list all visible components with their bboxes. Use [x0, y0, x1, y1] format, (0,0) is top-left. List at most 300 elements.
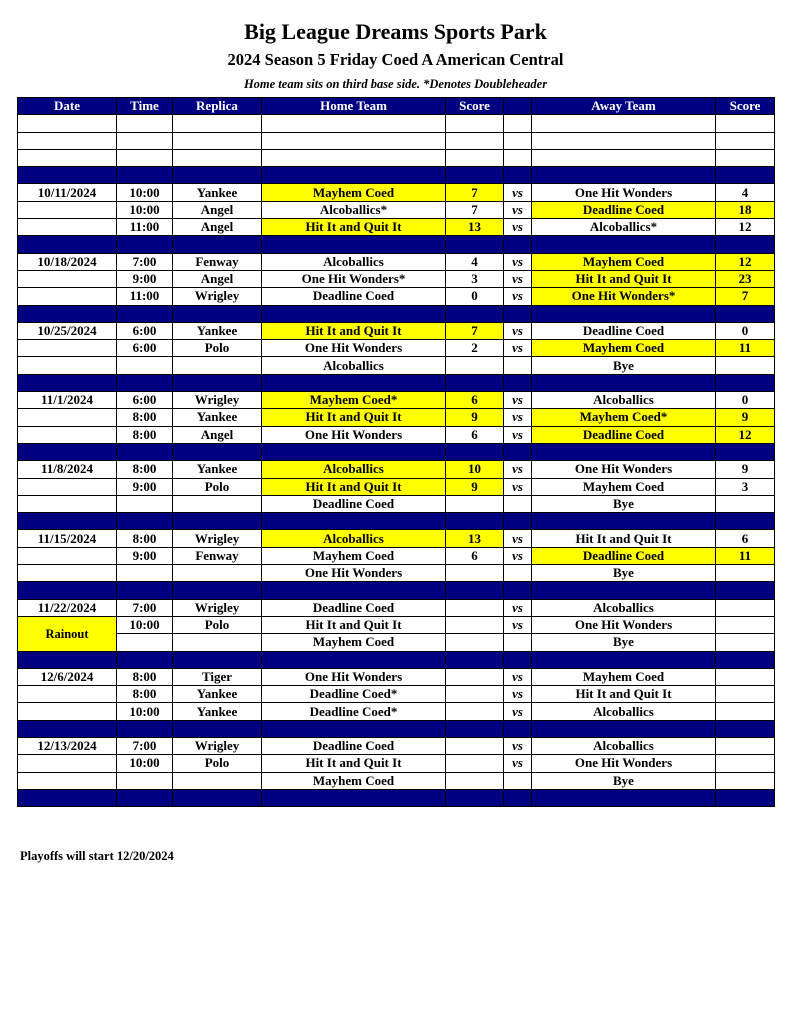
- game-row: [18, 184, 775, 201]
- replica-cell: Fenway: [173, 253, 262, 270]
- week-separator-row: [18, 305, 775, 322]
- col-header-home-team: Home Team: [262, 98, 446, 115]
- blank-row: [18, 149, 775, 166]
- game-row: [18, 634, 775, 651]
- home-score-cell: [446, 357, 504, 374]
- replica-cell: Angel: [173, 219, 262, 236]
- time-cell: 10:00: [117, 703, 173, 720]
- vs-cell: [504, 115, 532, 132]
- game-row: [18, 772, 775, 789]
- vs-cell: [504, 772, 532, 789]
- separator-cell: [446, 374, 504, 391]
- away-team-cell: Deadline Coed: [532, 322, 716, 339]
- time-cell: 8:00: [117, 668, 173, 685]
- home-team-cell: Alcoballics: [262, 357, 446, 374]
- date-cell: 11/8/2024: [18, 461, 117, 478]
- separator-cell: [504, 582, 532, 599]
- time-cell: 9:00: [117, 270, 173, 287]
- vs-cell: vs: [504, 426, 532, 443]
- separator-cell: [117, 167, 173, 184]
- separator-cell: [262, 305, 446, 322]
- home-score-cell: 2: [446, 340, 504, 357]
- time-cell: 6:00: [117, 322, 173, 339]
- vs-cell: vs: [504, 201, 532, 218]
- game-row: [18, 270, 775, 287]
- replica-cell: [173, 565, 262, 582]
- away-score-cell: 12: [716, 253, 775, 270]
- date-cell: 10/25/2024: [18, 322, 117, 339]
- home-team-cell: Deadline Coed: [262, 599, 446, 616]
- game-row: [18, 461, 775, 478]
- away-score-cell: 11: [716, 340, 775, 357]
- blank-row: [18, 132, 775, 149]
- separator-cell: [532, 374, 716, 391]
- replica-cell: Angel: [173, 270, 262, 287]
- home-score-cell: [446, 616, 504, 633]
- vs-cell: [504, 132, 532, 149]
- game-row: [18, 201, 775, 218]
- rainout-badge: Rainout: [18, 616, 117, 651]
- separator-cell: [262, 582, 446, 599]
- home-score-cell: [446, 686, 504, 703]
- separator-cell: [262, 167, 446, 184]
- vs-cell: vs: [504, 478, 532, 495]
- away-score-cell: [716, 132, 775, 149]
- home-team-cell: Mayhem Coed: [262, 772, 446, 789]
- home-team-cell: Deadline Coed: [262, 288, 446, 305]
- separator-cell: [504, 236, 532, 253]
- game-row: [18, 322, 775, 339]
- game-row: [18, 219, 775, 236]
- vs-cell: vs: [504, 616, 532, 633]
- replica-cell: Wrigley: [173, 392, 262, 409]
- separator-cell: [504, 720, 532, 737]
- replica-cell: Polo: [173, 478, 262, 495]
- replica-cell: Wrigley: [173, 530, 262, 547]
- home-score-cell: [446, 634, 504, 651]
- replica-cell: [173, 634, 262, 651]
- separator-cell: [504, 305, 532, 322]
- game-row: [18, 253, 775, 270]
- week-separator-row: [18, 513, 775, 530]
- separator-cell: [446, 443, 504, 460]
- date-cell: [18, 686, 117, 703]
- separator-cell: [716, 305, 775, 322]
- replica-cell: Wrigley: [173, 737, 262, 754]
- away-team-cell: Alcoballics*: [532, 219, 716, 236]
- time-cell: 9:00: [117, 547, 173, 564]
- replica-cell: Wrigley: [173, 599, 262, 616]
- away-score-cell: [716, 565, 775, 582]
- away-score-cell: [716, 755, 775, 772]
- away-score-cell: 11: [716, 547, 775, 564]
- separator-cell: [117, 720, 173, 737]
- away-score-cell: [716, 357, 775, 374]
- home-team-cell: Mayhem Coed*: [262, 392, 446, 409]
- week-separator-row: [18, 443, 775, 460]
- away-team-cell: Bye: [532, 634, 716, 651]
- away-score-cell: [716, 599, 775, 616]
- header-row: [18, 98, 775, 115]
- home-team-cell: [262, 132, 446, 149]
- home-score-cell: 7: [446, 201, 504, 218]
- vs-cell: vs: [504, 184, 532, 201]
- game-row: [18, 495, 775, 512]
- game-row: [18, 426, 775, 443]
- away-score-cell: [716, 149, 775, 166]
- away-team-cell: Alcoballics: [532, 599, 716, 616]
- time-cell: [117, 772, 173, 789]
- separator-cell: [117, 374, 173, 391]
- time-cell: 10:00: [117, 755, 173, 772]
- home-score-cell: 7: [446, 322, 504, 339]
- home-score-cell: 6: [446, 392, 504, 409]
- away-score-cell: [716, 634, 775, 651]
- home-team-cell: Mayhem Coed: [262, 184, 446, 201]
- away-score-cell: 9: [716, 409, 775, 426]
- away-team-cell: [532, 132, 716, 149]
- separator-cell: [18, 305, 117, 322]
- week-separator-row: [18, 582, 775, 599]
- vs-cell: [504, 634, 532, 651]
- time-cell: 8:00: [117, 426, 173, 443]
- separator-cell: [446, 651, 504, 668]
- away-team-cell: One Hit Wonders: [532, 616, 716, 633]
- replica-cell: Polo: [173, 340, 262, 357]
- separator-cell: [262, 789, 446, 806]
- replica-cell: Wrigley: [173, 288, 262, 305]
- time-cell: [117, 634, 173, 651]
- away-team-cell: Deadline Coed: [532, 547, 716, 564]
- home-team-cell: [262, 115, 446, 132]
- vs-cell: vs: [504, 599, 532, 616]
- home-team-cell: One Hit Wonders: [262, 426, 446, 443]
- away-team-cell: Bye: [532, 772, 716, 789]
- game-row: [18, 357, 775, 374]
- away-team-cell: One Hit Wonders: [532, 755, 716, 772]
- separator-cell: [446, 305, 504, 322]
- date-cell: 12/13/2024: [18, 737, 117, 754]
- vs-cell: vs: [504, 461, 532, 478]
- separator-cell: [532, 305, 716, 322]
- separator-cell: [18, 443, 117, 460]
- away-team-cell: Hit It and Quit It: [532, 270, 716, 287]
- home-team-cell: Hit It and Quit It: [262, 755, 446, 772]
- separator-cell: [173, 305, 262, 322]
- replica-cell: Angel: [173, 201, 262, 218]
- time-cell: 8:00: [117, 686, 173, 703]
- home-score-cell: 6: [446, 547, 504, 564]
- date-cell: [18, 201, 117, 218]
- time-cell: 10:00: [117, 201, 173, 218]
- replica-cell: [173, 115, 262, 132]
- game-row: [18, 392, 775, 409]
- separator-cell: [262, 513, 446, 530]
- home-team-cell: Hit It and Quit It: [262, 616, 446, 633]
- date-cell: [18, 755, 117, 772]
- away-score-cell: [716, 616, 775, 633]
- date-cell: [18, 495, 117, 512]
- home-score-cell: [446, 755, 504, 772]
- replica-cell: [173, 357, 262, 374]
- away-score-cell: 12: [716, 219, 775, 236]
- time-cell: 11:00: [117, 219, 173, 236]
- game-row: [18, 409, 775, 426]
- replica-cell: [173, 132, 262, 149]
- vs-cell: [504, 357, 532, 374]
- home-score-cell: 7: [446, 184, 504, 201]
- home-team-cell: Hit It and Quit It: [262, 219, 446, 236]
- separator-cell: [446, 720, 504, 737]
- separator-cell: [173, 789, 262, 806]
- home-team-cell: Deadline Coed: [262, 495, 446, 512]
- vs-cell: vs: [504, 686, 532, 703]
- game-row: [18, 737, 775, 754]
- away-score-cell: [716, 703, 775, 720]
- time-cell: 8:00: [117, 461, 173, 478]
- replica-cell: Tiger: [173, 668, 262, 685]
- col-header-replica: Replica: [173, 98, 262, 115]
- home-team-cell: One Hit Wonders: [262, 668, 446, 685]
- date-cell: [18, 219, 117, 236]
- replica-cell: Polo: [173, 616, 262, 633]
- separator-cell: [262, 720, 446, 737]
- separator-cell: [262, 443, 446, 460]
- home-score-cell: [446, 132, 504, 149]
- separator-cell: [117, 789, 173, 806]
- home-team-cell: Deadline Coed: [262, 737, 446, 754]
- col-header-away-score: Score: [716, 98, 775, 115]
- away-team-cell: [532, 149, 716, 166]
- replica-cell: Polo: [173, 755, 262, 772]
- separator-cell: [716, 167, 775, 184]
- game-row: [18, 703, 775, 720]
- separator-cell: [716, 582, 775, 599]
- separator-cell: [18, 789, 117, 806]
- home-team-cell: Hit It and Quit It: [262, 478, 446, 495]
- separator-cell: [446, 582, 504, 599]
- time-cell: 8:00: [117, 409, 173, 426]
- vs-cell: [504, 565, 532, 582]
- replica-cell: Fenway: [173, 547, 262, 564]
- separator-cell: [716, 374, 775, 391]
- vs-cell: vs: [504, 703, 532, 720]
- vs-cell: vs: [504, 755, 532, 772]
- home-score-cell: [446, 495, 504, 512]
- home-score-cell: [446, 703, 504, 720]
- separator-cell: [446, 513, 504, 530]
- away-score-cell: 23: [716, 270, 775, 287]
- away-score-cell: 3: [716, 478, 775, 495]
- date-cell: [18, 357, 117, 374]
- away-team-cell: Hit It and Quit It: [532, 686, 716, 703]
- vs-cell: vs: [504, 288, 532, 305]
- time-cell: [117, 495, 173, 512]
- game-row: [18, 686, 775, 703]
- replica-cell: Angel: [173, 426, 262, 443]
- separator-cell: [117, 582, 173, 599]
- home-team-cell: Hit It and Quit It: [262, 322, 446, 339]
- game-row: [18, 599, 775, 616]
- col-header-vs: [504, 98, 532, 115]
- home-team-cell: Deadline Coed*: [262, 703, 446, 720]
- away-team-cell: One Hit Wonders*: [532, 288, 716, 305]
- separator-cell: [446, 789, 504, 806]
- week-separator-row: [18, 789, 775, 806]
- vs-cell: [504, 495, 532, 512]
- separator-cell: [173, 582, 262, 599]
- away-team-cell: One Hit Wonders: [532, 461, 716, 478]
- replica-cell: [173, 149, 262, 166]
- separator-cell: [504, 443, 532, 460]
- separator-cell: [532, 443, 716, 460]
- away-score-cell: [716, 772, 775, 789]
- col-header-home-score: Score: [446, 98, 504, 115]
- vs-cell: vs: [504, 392, 532, 409]
- home-score-cell: [446, 668, 504, 685]
- date-cell: 10/11/2024: [18, 184, 117, 201]
- separator-cell: [504, 789, 532, 806]
- separator-cell: [117, 236, 173, 253]
- home-score-cell: 13: [446, 219, 504, 236]
- blank-row: [18, 115, 775, 132]
- away-score-cell: [716, 115, 775, 132]
- schedule-body: [18, 115, 775, 807]
- home-score-cell: 9: [446, 409, 504, 426]
- away-team-cell: [532, 115, 716, 132]
- separator-cell: [117, 443, 173, 460]
- game-row: [18, 547, 775, 564]
- separator-cell: [716, 513, 775, 530]
- separator-cell: [504, 374, 532, 391]
- away-score-cell: [716, 686, 775, 703]
- away-team-cell: Mayhem Coed: [532, 668, 716, 685]
- separator-cell: [117, 513, 173, 530]
- separator-cell: [18, 167, 117, 184]
- date-cell: [18, 288, 117, 305]
- time-cell: [117, 115, 173, 132]
- time-cell: 8:00: [117, 530, 173, 547]
- away-team-cell: Mayhem Coed*: [532, 409, 716, 426]
- away-score-cell: 12: [716, 426, 775, 443]
- away-score-cell: 7: [716, 288, 775, 305]
- home-team-cell: Alcoballics: [262, 461, 446, 478]
- away-team-cell: Bye: [532, 495, 716, 512]
- date-cell: 11/15/2024: [18, 530, 117, 547]
- separator-cell: [532, 582, 716, 599]
- time-cell: 6:00: [117, 340, 173, 357]
- away-team-cell: Deadline Coed: [532, 201, 716, 218]
- separator-cell: [716, 443, 775, 460]
- separator-cell: [173, 720, 262, 737]
- schedule-table: [17, 97, 775, 807]
- away-team-cell: Bye: [532, 357, 716, 374]
- page-title: Big League Dreams Sports Park: [244, 19, 547, 44]
- separator-cell: [18, 513, 117, 530]
- separator-cell: [504, 167, 532, 184]
- home-team-cell: Alcoballics: [262, 253, 446, 270]
- time-cell: 9:00: [117, 478, 173, 495]
- game-row: [18, 530, 775, 547]
- separator-cell: [262, 236, 446, 253]
- separator-cell: [532, 651, 716, 668]
- separator-cell: [532, 236, 716, 253]
- away-team-cell: Mayhem Coed: [532, 253, 716, 270]
- col-header-date: Date: [18, 98, 117, 115]
- home-team-cell: Alcoballics: [262, 530, 446, 547]
- away-team-cell: Alcoballics: [532, 737, 716, 754]
- home-team-cell: Mayhem Coed: [262, 547, 446, 564]
- date-cell: [18, 115, 117, 132]
- vs-cell: vs: [504, 340, 532, 357]
- date-cell: [18, 547, 117, 564]
- time-cell: [117, 132, 173, 149]
- home-team-cell: Hit It and Quit It: [262, 409, 446, 426]
- separator-cell: [173, 513, 262, 530]
- col-header-time: Time: [117, 98, 173, 115]
- away-team-cell: Bye: [532, 565, 716, 582]
- week-separator-row: [18, 720, 775, 737]
- away-score-cell: [716, 737, 775, 754]
- doubleheader-note: Home team sits on third base side. *Denotes Doubleheader: [243, 77, 548, 91]
- date-cell: [18, 409, 117, 426]
- time-cell: [117, 149, 173, 166]
- week-separator-row: [18, 651, 775, 668]
- home-score-cell: 3: [446, 270, 504, 287]
- date-cell: [18, 340, 117, 357]
- date-cell: 11/22/2024: [18, 599, 117, 616]
- home-score-cell: [446, 115, 504, 132]
- home-team-cell: Mayhem Coed: [262, 634, 446, 651]
- separator-cell: [532, 513, 716, 530]
- home-team-cell: Deadline Coed*: [262, 686, 446, 703]
- vs-cell: vs: [504, 219, 532, 236]
- game-row: [18, 288, 775, 305]
- vs-cell: vs: [504, 737, 532, 754]
- time-cell: 7:00: [117, 253, 173, 270]
- vs-cell: vs: [504, 270, 532, 287]
- date-cell: [18, 772, 117, 789]
- page-subtitle: 2024 Season 5 Friday Coed A American Central: [227, 50, 564, 69]
- away-team-cell: Hit It and Quit It: [532, 530, 716, 547]
- time-cell: 10:00: [117, 616, 173, 633]
- separator-cell: [18, 582, 117, 599]
- date-cell: 12/6/2024: [18, 668, 117, 685]
- separator-cell: [262, 651, 446, 668]
- separator-cell: [173, 374, 262, 391]
- home-score-cell: [446, 737, 504, 754]
- home-score-cell: [446, 565, 504, 582]
- separator-cell: [18, 651, 117, 668]
- date-cell: [18, 703, 117, 720]
- separator-cell: [262, 374, 446, 391]
- separator-cell: [532, 720, 716, 737]
- time-cell: 6:00: [117, 392, 173, 409]
- week-separator-row: [18, 236, 775, 253]
- time-cell: 7:00: [117, 737, 173, 754]
- away-score-cell: 4: [716, 184, 775, 201]
- game-row: [18, 668, 775, 685]
- replica-cell: [173, 772, 262, 789]
- playoffs-note: Playoffs will start 12/20/2024: [20, 849, 174, 863]
- vs-cell: vs: [504, 409, 532, 426]
- vs-cell: vs: [504, 668, 532, 685]
- home-team-cell: One Hit Wonders*: [262, 270, 446, 287]
- separator-cell: [18, 374, 117, 391]
- vs-cell: vs: [504, 253, 532, 270]
- time-cell: 11:00: [117, 288, 173, 305]
- away-team-cell: Alcoballics: [532, 703, 716, 720]
